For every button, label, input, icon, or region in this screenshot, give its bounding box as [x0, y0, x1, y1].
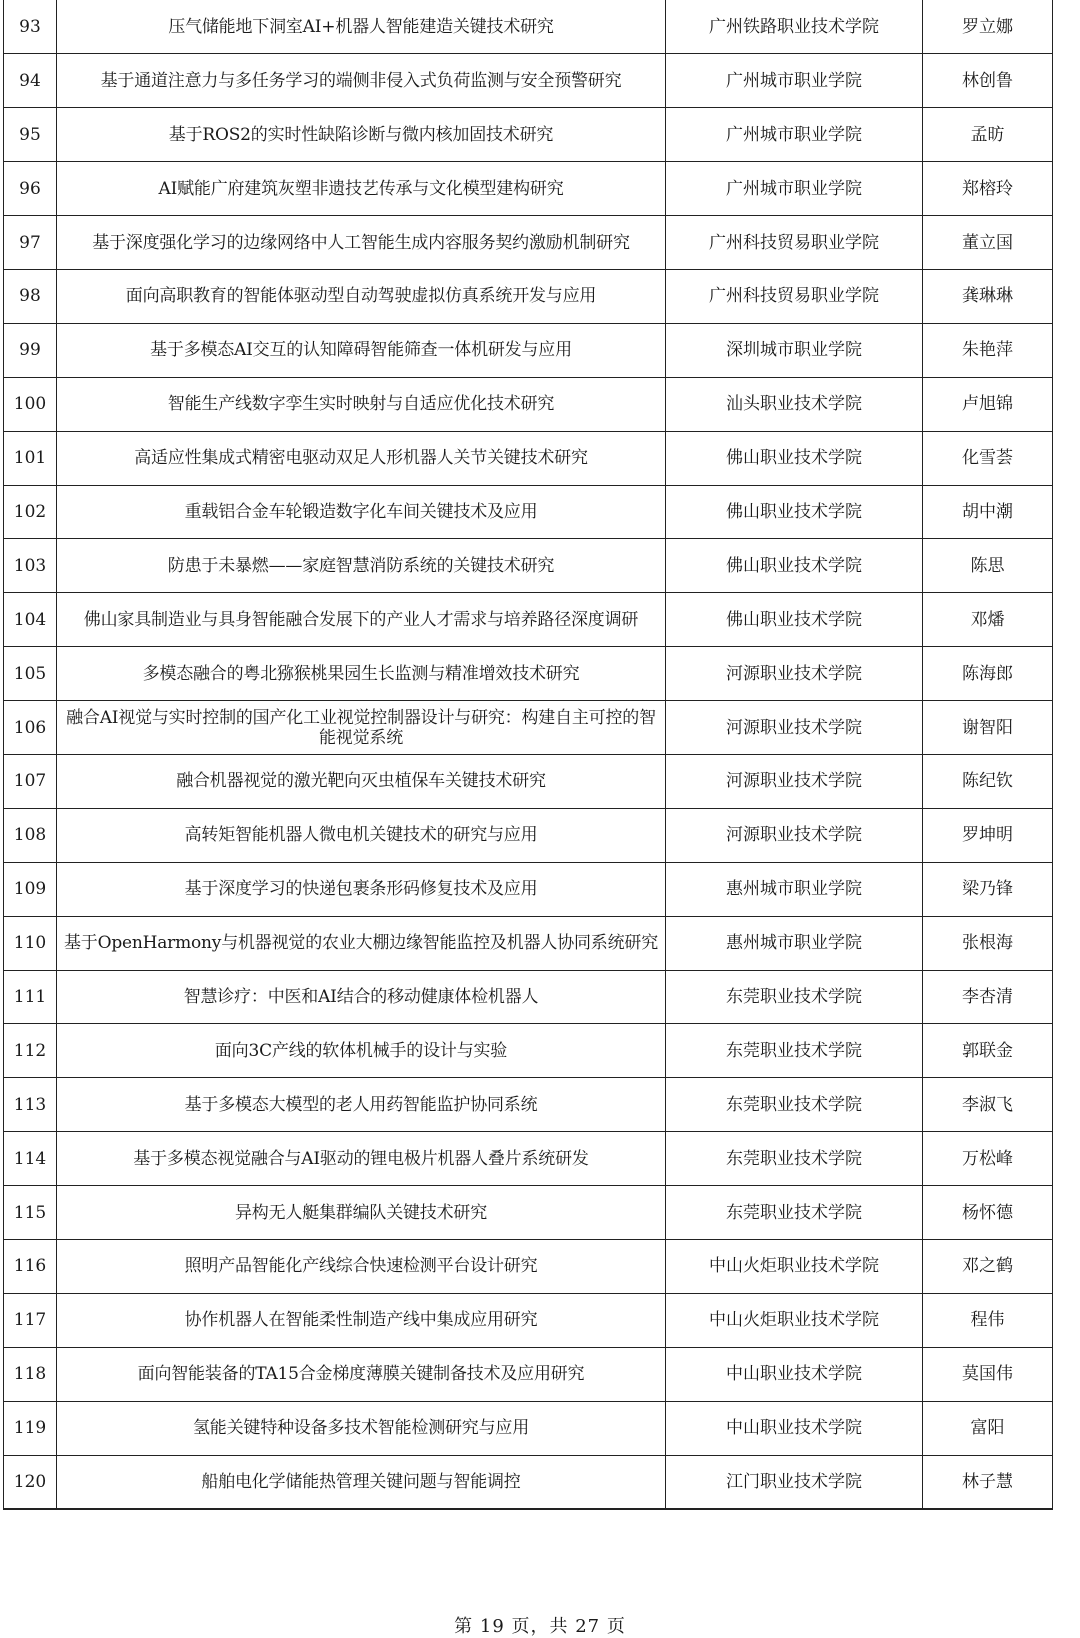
institution-cell: 佛山职业技术学院: [666, 539, 923, 593]
table-row: [4, 1293, 1053, 1347]
serial-number-cell: 117: [4, 1293, 57, 1347]
institution-cell: 中山职业技术学院: [666, 1401, 923, 1455]
leader-name-cell: 化雪荟: [923, 431, 1053, 485]
table-row: [4, 647, 1053, 701]
table-row: [4, 754, 1053, 808]
serial-number-cell: 108: [4, 808, 57, 862]
leader-name-cell: 郭联金: [923, 1024, 1053, 1078]
leader-name-cell: 万松峰: [923, 1132, 1053, 1186]
project-title-cell: 氢能关键特种设备多技术智能检测研究与应用: [57, 1401, 666, 1455]
serial-number-cell: 114: [4, 1132, 57, 1186]
leader-name-cell: 杨怀德: [923, 1186, 1053, 1240]
serial-number-cell: 116: [4, 1239, 57, 1293]
project-list-table: [3, 0, 1053, 1510]
project-title-cell: 基于ROS2的实时性缺陷诊断与微内核加固技术研究: [57, 108, 666, 162]
serial-number-cell: 106: [4, 701, 57, 755]
project-title-cell: 多模态融合的粤北猕猴桃果园生长监测与精准增效技术研究: [57, 647, 666, 701]
serial-number-cell: 94: [4, 54, 57, 108]
project-title-cell: 重载铝合金车轮锻造数字化车间关键技术及应用: [57, 485, 666, 539]
institution-cell: 深圳城市职业学院: [666, 323, 923, 377]
project-title-cell: 船舶电化学储能热管理关键问题与智能调控: [57, 1455, 666, 1509]
table-row: [4, 269, 1053, 323]
institution-cell: 广州城市职业学院: [666, 108, 923, 162]
serial-number-cell: 111: [4, 970, 57, 1024]
institution-cell: 佛山职业技术学院: [666, 485, 923, 539]
leader-name-cell: 朱艳萍: [923, 323, 1053, 377]
leader-name-cell: 陈纪钦: [923, 754, 1053, 808]
institution-cell: 广州科技贸易职业学院: [666, 216, 923, 270]
leader-name-cell: 陈思: [923, 539, 1053, 593]
project-title-cell: 佛山家具制造业与具身智能融合发展下的产业人才需求与培养路径深度调研: [57, 593, 666, 647]
leader-name-cell: 卢旭锦: [923, 377, 1053, 431]
leader-name-cell: 胡中潮: [923, 485, 1053, 539]
table-row: [4, 1186, 1053, 1240]
project-title-cell: 基于通道注意力与多任务学习的端侧非侵入式负荷监测与安全预警研究: [57, 54, 666, 108]
serial-number-cell: 115: [4, 1186, 57, 1240]
serial-number-cell: 100: [4, 377, 57, 431]
project-title-cell: 异构无人艇集群编队关键技术研究: [57, 1186, 666, 1240]
leader-name-cell: 陈海郎: [923, 647, 1053, 701]
table-row: [4, 108, 1053, 162]
institution-cell: 惠州城市职业学院: [666, 862, 923, 916]
leader-name-cell: 谢智阳: [923, 701, 1053, 755]
institution-cell: 东莞职业技术学院: [666, 1024, 923, 1078]
table-row: [4, 1347, 1053, 1401]
table-row: [4, 701, 1053, 755]
table-row: [4, 593, 1053, 647]
serial-number-cell: 105: [4, 647, 57, 701]
leader-name-cell: 林子慧: [923, 1455, 1053, 1509]
serial-number-cell: 118: [4, 1347, 57, 1401]
page-number: 第 19 页，共 27 页: [454, 1616, 626, 1637]
project-title-cell: 协作机器人在智能柔性制造产线中集成应用研究: [57, 1293, 666, 1347]
serial-number-cell: 98: [4, 269, 57, 323]
table-row: [4, 1024, 1053, 1078]
serial-number-cell: 119: [4, 1401, 57, 1455]
table-row: [4, 0, 1053, 54]
institution-cell: 惠州城市职业学院: [666, 916, 923, 970]
leader-name-cell: 莫国伟: [923, 1347, 1053, 1401]
project-title-cell: 基于多模态视觉融合与AI驱动的锂电极片机器人叠片系统研发: [57, 1132, 666, 1186]
leader-name-cell: 林创鲁: [923, 54, 1053, 108]
leader-name-cell: 邓燔: [923, 593, 1053, 647]
table-row: [4, 916, 1053, 970]
table-row: [4, 323, 1053, 377]
serial-number-cell: 101: [4, 431, 57, 485]
table-row: [4, 1078, 1053, 1132]
leader-name-cell: 郑榕玲: [923, 162, 1053, 216]
table-row: [4, 485, 1053, 539]
table-row: [4, 1239, 1053, 1293]
project-title-cell: 融合AI视觉与实时控制的国产化工业视觉控制器设计与研究：构建自主可控的智能视觉系统: [57, 701, 666, 755]
project-title-cell: AI赋能广府建筑灰塑非遗技艺传承与文化模型建构研究: [57, 162, 666, 216]
project-title-cell: 基于多模态大模型的老人用药智能监护协同系统: [57, 1078, 666, 1132]
project-title-cell: 高转矩智能机器人微电机关键技术的研究与应用: [57, 808, 666, 862]
institution-cell: 东莞职业技术学院: [666, 1132, 923, 1186]
institution-cell: 河源职业技术学院: [666, 808, 923, 862]
leader-name-cell: 梁乃锋: [923, 862, 1053, 916]
project-title-cell: 智能生产线数字孪生实时映射与自适应优化技术研究: [57, 377, 666, 431]
serial-number-cell: 107: [4, 754, 57, 808]
serial-number-cell: 99: [4, 323, 57, 377]
project-title-cell: 面向高职教育的智能体驱动型自动驾驶虚拟仿真系统开发与应用: [57, 269, 666, 323]
project-title-cell: 面向3C产线的软体机械手的设计与实验: [57, 1024, 666, 1078]
serial-number-cell: 109: [4, 862, 57, 916]
project-title-cell: 照明产品智能化产线综合快速检测平台设计研究: [57, 1239, 666, 1293]
institution-cell: 河源职业技术学院: [666, 701, 923, 755]
project-title-cell: 智慧诊疗：中医和AI结合的移动健康体检机器人: [57, 970, 666, 1024]
serial-number-cell: 97: [4, 216, 57, 270]
leader-name-cell: 邓之鹤: [923, 1239, 1053, 1293]
institution-cell: 中山职业技术学院: [666, 1347, 923, 1401]
leader-name-cell: 李杏清: [923, 970, 1053, 1024]
table-row: [4, 162, 1053, 216]
leader-name-cell: 龚琳琳: [923, 269, 1053, 323]
table-row: [4, 431, 1053, 485]
institution-cell: 汕头职业技术学院: [666, 377, 923, 431]
table-row: [4, 970, 1053, 1024]
serial-number-cell: 103: [4, 539, 57, 593]
institution-cell: 广州城市职业学院: [666, 162, 923, 216]
table-row: [4, 377, 1053, 431]
leader-name-cell: 李淑飞: [923, 1078, 1053, 1132]
project-list-body: [4, 0, 1053, 1509]
project-title-cell: 面向智能装备的TA15合金梯度薄膜关键制备技术及应用研究: [57, 1347, 666, 1401]
institution-cell: 东莞职业技术学院: [666, 1186, 923, 1240]
institution-cell: 中山火炬职业技术学院: [666, 1293, 923, 1347]
serial-number-cell: 96: [4, 162, 57, 216]
serial-number-cell: 93: [19, 16, 41, 37]
institution-cell: 广州城市职业学院: [666, 54, 923, 108]
institution-cell: 河源职业技术学院: [666, 754, 923, 808]
leader-name-cell: 孟昉: [923, 108, 1053, 162]
project-title-cell: 压气储能地下洞室AI+机器人智能建造关键技术研究: [57, 0, 666, 54]
table-row: [4, 539, 1053, 593]
table-row: [4, 1132, 1053, 1186]
institution-cell: 佛山职业技术学院: [666, 593, 923, 647]
leader-name-cell: 程伟: [923, 1293, 1053, 1347]
table-row: [4, 808, 1053, 862]
table-row: [4, 1455, 1053, 1509]
project-title-cell: 基于深度强化学习的边缘网络中人工智能生成内容服务契约激励机制研究: [57, 216, 666, 270]
table-row: [4, 1401, 1053, 1455]
leader-name-cell: 富阳: [923, 1401, 1053, 1455]
project-title-cell: 防患于未暴燃——家庭智慧消防系统的关键技术研究: [57, 539, 666, 593]
institution-cell: 广州科技贸易职业学院: [666, 269, 923, 323]
institution-cell: 广州铁路职业技术学院: [666, 0, 923, 54]
project-title-cell: 融合机器视觉的激光靶向灭虫植保车关键技术研究: [57, 754, 666, 808]
project-title-cell: 基于深度学习的快递包裹条形码修复技术及应用: [57, 862, 666, 916]
serial-number-cell: 113: [4, 1078, 57, 1132]
institution-cell: 佛山职业技术学院: [666, 431, 923, 485]
serial-number-cell: 120: [4, 1455, 57, 1509]
serial-number-cell: 104: [4, 593, 57, 647]
institution-cell: 江门职业技术学院: [666, 1455, 923, 1509]
institution-cell: 东莞职业技术学院: [666, 1078, 923, 1132]
project-title-cell: 基于OpenHarmony与机器视觉的农业大棚边缘智能监控及机器人协同系统研究: [57, 916, 666, 970]
table-row: [4, 216, 1053, 270]
project-title-cell: 基于多模态AI交互的认知障碍智能筛查一体机研发与应用: [57, 323, 666, 377]
project-title-cell: 高适应性集成式精密电驱动双足人形机器人关节关键技术研究: [57, 431, 666, 485]
institution-cell: 中山火炬职业技术学院: [666, 1239, 923, 1293]
institution-cell: 东莞职业技术学院: [666, 970, 923, 1024]
institution-cell: 河源职业技术学院: [666, 647, 923, 701]
leader-name-cell: 罗立娜: [923, 0, 1053, 54]
serial-number-cell: 112: [4, 1024, 57, 1078]
leader-name-cell: 罗坤明: [923, 808, 1053, 862]
serial-number-cell: 102: [4, 485, 57, 539]
leader-name-cell: 董立国: [923, 216, 1053, 270]
leader-name-cell: 张根海: [923, 916, 1053, 970]
serial-number-cell: 95: [4, 108, 57, 162]
serial-number-cell: 110: [4, 916, 57, 970]
table-row: [4, 862, 1053, 916]
table-row: [4, 54, 1053, 108]
